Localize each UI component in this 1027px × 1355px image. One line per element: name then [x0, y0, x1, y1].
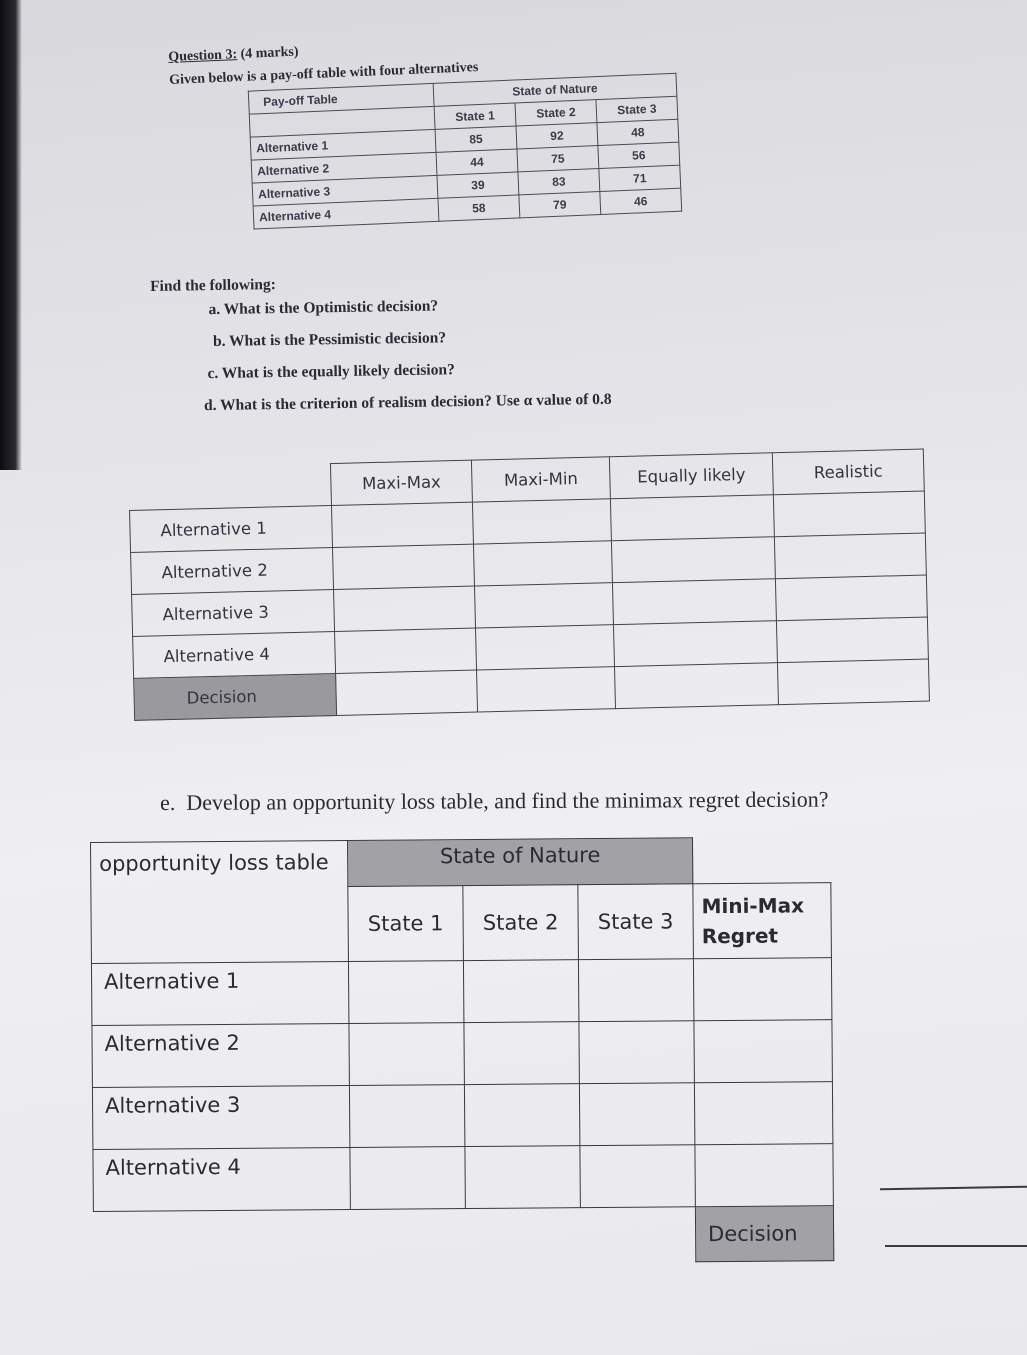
- payoff-value: 83: [518, 169, 600, 195]
- instruction-item: d. What is the criterion of realism decision? Use α value of 0.8: [203, 390, 612, 415]
- instruction-item: a. What is the Optimistic decision?: [208, 297, 439, 319]
- table-row: [91, 958, 831, 1026]
- loss-col-header: State 3: [578, 884, 694, 960]
- ruled-line: [880, 1186, 1027, 1190]
- payoff-row-label: Alternative 4: [253, 198, 439, 229]
- part-e-text: Develop an opportunity loss table, and find the minimax regret decision?: [186, 786, 829, 815]
- payoff-row-label: Alternative 3: [252, 175, 438, 206]
- decision-criteria-table: [128, 449, 930, 721]
- answer-cell[interactable]: [473, 541, 612, 586]
- criteria-row-label: Alternative 1: [130, 506, 333, 553]
- answer-cell[interactable]: [464, 1084, 579, 1147]
- question-header-block: [168, 27, 709, 225]
- answer-cell[interactable]: [472, 499, 611, 544]
- payoff-value: 71: [599, 165, 681, 191]
- answer-cell[interactable]: [335, 628, 477, 673]
- answer-cell[interactable]: [579, 1021, 694, 1084]
- loss-col-header: State 2: [463, 885, 579, 961]
- answer-cell[interactable]: [775, 575, 927, 621]
- minimax-decision-label: Decision: [695, 1206, 833, 1262]
- answer-cell[interactable]: [476, 625, 615, 670]
- payoff-table: [248, 73, 682, 230]
- answer-cell[interactable]: [465, 1146, 580, 1209]
- loss-row-label: Alternative 4: [93, 1147, 350, 1211]
- payoff-corner: Pay-off Table: [248, 83, 434, 114]
- payoff-col-header: State 3: [596, 96, 678, 122]
- payoff-value: 79: [519, 192, 601, 218]
- payoff-value: 48: [597, 119, 679, 145]
- criteria-row-label: Alternative 4: [133, 632, 336, 679]
- loss-col-header: State 1: [348, 886, 464, 962]
- criteria-col-header: Equally likely: [609, 453, 773, 499]
- photo-dark-edge: [0, 0, 22, 470]
- answer-cell[interactable]: [610, 495, 774, 541]
- answer-cell[interactable]: [580, 1145, 695, 1208]
- answer-cell[interactable]: [477, 667, 616, 712]
- answer-cell[interactable]: [333, 544, 475, 589]
- answer-cell[interactable]: [694, 1020, 832, 1083]
- question-intro: Given below is a pay-off table with four alternatives: [168, 60, 479, 88]
- loss-row-label: Alternative 1: [91, 961, 348, 1025]
- answer-cell[interactable]: [474, 583, 613, 628]
- table-row: [92, 1082, 832, 1150]
- loss-blank-top: [692, 837, 830, 884]
- answer-cell[interactable]: [777, 659, 929, 705]
- instruction-item: b. What is the Pessimistic decision?: [212, 329, 447, 351]
- payoff-value: 58: [438, 195, 520, 221]
- answer-cell[interactable]: [774, 533, 926, 579]
- payoff-row-label: Alternative 2: [251, 152, 437, 183]
- criteria-col-header: Maxi-Max: [330, 460, 472, 505]
- payoff-col-header: State 1: [434, 103, 516, 129]
- instructions-block: [150, 271, 612, 430]
- payoff-group-header: State of Nature: [433, 73, 677, 106]
- answer-cell[interactable]: [349, 1023, 464, 1086]
- answer-cell[interactable]: [578, 959, 693, 1022]
- payoff-value: 44: [436, 149, 518, 175]
- answer-cell[interactable]: [579, 1083, 694, 1146]
- loss-group-header: State of Nature: [347, 838, 692, 887]
- loss-table-corner: opportunity loss table: [91, 840, 349, 963]
- answer-cell[interactable]: [350, 1147, 465, 1210]
- answer-cell[interactable]: [776, 617, 928, 663]
- answer-cell[interactable]: [773, 491, 925, 537]
- payoff-value: 92: [516, 123, 598, 149]
- answer-cell[interactable]: [693, 958, 831, 1021]
- payoff-value: 75: [517, 146, 599, 172]
- loss-row-label: Alternative 3: [92, 1085, 349, 1149]
- table-row: [92, 1020, 832, 1088]
- decision-row-label: Decision: [134, 673, 337, 720]
- answer-cell[interactable]: [331, 502, 473, 547]
- answer-cell[interactable]: [348, 961, 463, 1024]
- payoff-value: 85: [435, 126, 517, 152]
- ruled-line: [885, 1245, 1027, 1247]
- payoff-value: 46: [600, 188, 682, 214]
- answer-cell[interactable]: [464, 1022, 579, 1085]
- opportunity-loss-table: [90, 836, 834, 1267]
- decision-corner-blank: [129, 464, 332, 511]
- answer-cell[interactable]: [463, 960, 578, 1023]
- payoff-row-label: Alternative 1: [250, 129, 436, 160]
- answer-cell[interactable]: [614, 663, 778, 709]
- criteria-col-header: Maxi-Min: [471, 457, 610, 502]
- payoff-value: 56: [598, 142, 680, 168]
- answer-cell[interactable]: [336, 670, 478, 715]
- instruction-item: c. What is the equally likely decision?: [207, 361, 455, 383]
- answer-cell[interactable]: [334, 586, 476, 631]
- part-e-prompt: [160, 787, 829, 816]
- payoff-col-header: State 2: [515, 100, 597, 126]
- payoff-value: 39: [437, 172, 519, 198]
- criteria-col-header: Realistic: [772, 449, 924, 495]
- answer-cell[interactable]: [612, 579, 776, 625]
- loss-row-label: Alternative 2: [92, 1023, 349, 1087]
- instructions-heading: Find the following:: [150, 276, 276, 295]
- answer-cell[interactable]: [695, 1144, 833, 1207]
- loss-blank-bottom: [93, 1207, 695, 1267]
- part-e-letter: e.: [160, 789, 176, 815]
- table-row: [93, 1144, 833, 1212]
- minimax-regret-header: Mini-Max Regret: [693, 883, 832, 959]
- answer-cell[interactable]: [613, 621, 777, 667]
- question-title: Question 3: (4 marks): [168, 44, 299, 65]
- criteria-row-label: Alternative 3: [132, 590, 335, 637]
- answer-cell[interactable]: [349, 1085, 464, 1148]
- answer-cell[interactable]: [611, 537, 775, 583]
- criteria-row-label: Alternative 2: [131, 548, 334, 595]
- answer-cell[interactable]: [694, 1082, 832, 1145]
